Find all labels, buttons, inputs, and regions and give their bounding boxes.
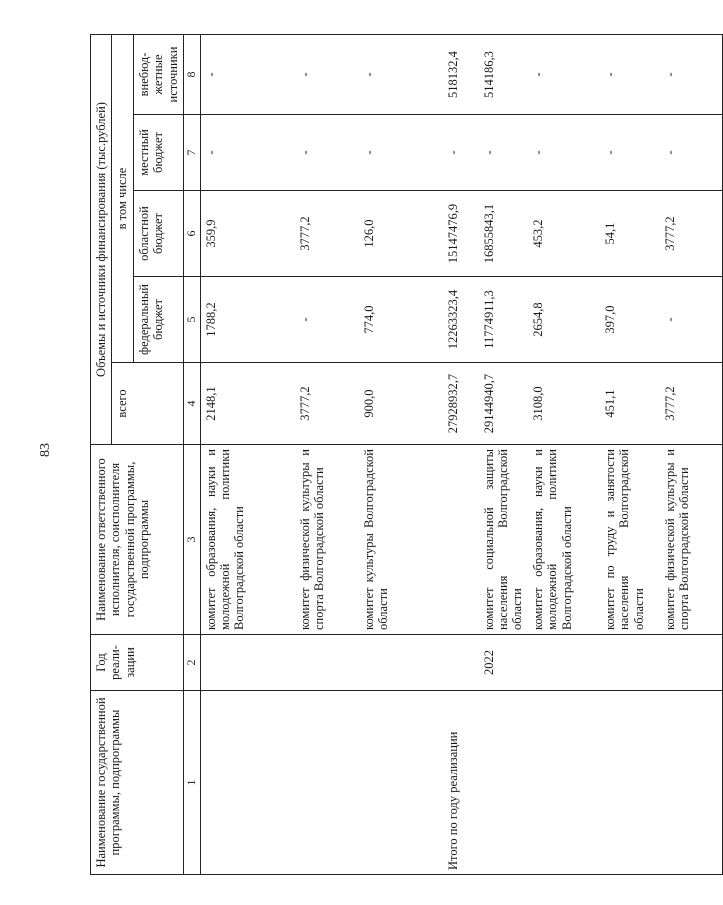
extrabudget-cell: - (600, 35, 660, 115)
responsible-cell: комитет физической культуры и спорта Волгоградской области (295, 445, 359, 635)
program-cell (660, 691, 723, 875)
column-number: 6 (183, 191, 200, 277)
table-row (295, 35, 359, 875)
federal-cell: 12263323,4 (443, 277, 479, 363)
federal-cell: - (660, 277, 723, 363)
header-funding: Объемы и источники финансирования (тыс.рублей) (91, 35, 112, 445)
header-local: местный бюджет (133, 115, 183, 191)
header-federal: федеральный бюджет (133, 277, 183, 363)
regional-cell: 3777,2 (295, 191, 359, 277)
total-cell: 900,0 (359, 363, 443, 445)
table-row (200, 35, 295, 875)
table-row (600, 35, 660, 875)
extrabudget-cell: - (295, 35, 359, 115)
responsible-cell: комитет образования, науки и молодежной политики Волгоградской области (528, 445, 600, 635)
header-year: Год реали-зации (91, 635, 184, 691)
header-regional: областной бюджет (133, 191, 183, 277)
responsible-cell: комитет культуры Волгоградской области (359, 445, 443, 635)
local-cell: - (660, 115, 723, 191)
table-row-total (443, 35, 479, 875)
local-cell: - (479, 115, 528, 191)
header-including: в том числе (112, 35, 133, 363)
federal-cell: 397,0 (600, 277, 660, 363)
column-numbers-row (183, 35, 200, 875)
local-cell: - (295, 115, 359, 191)
federal-cell: 774,0 (359, 277, 443, 363)
column-number: 2 (183, 635, 200, 691)
federal-cell: 11774911,3 (479, 277, 528, 363)
local-cell: - (443, 115, 479, 191)
extrabudget-cell: - (359, 35, 443, 115)
year-cell (528, 635, 600, 691)
rotated-page-content (90, 35, 692, 875)
year-cell (359, 635, 443, 691)
program-cell (479, 691, 528, 875)
extrabudget-cell: 518132,4 (443, 35, 479, 115)
total-cell: 3108,0 (528, 363, 600, 445)
column-number: 7 (183, 115, 200, 191)
page-number: 83 (38, 443, 53, 457)
total-cell: 3777,2 (295, 363, 359, 445)
column-number: 8 (183, 35, 200, 115)
total-cell: 27928932,7 (443, 363, 479, 445)
year-cell (295, 635, 359, 691)
year-cell: 2022 (479, 635, 528, 691)
table-row (479, 35, 528, 875)
column-number: 1 (183, 691, 200, 875)
header-program-name: Наименование государственной программы, подпрограммы (91, 691, 184, 875)
extrabudget-cell: - (528, 35, 600, 115)
extrabudget-cell: 514186,3 (479, 35, 528, 115)
column-number: 5 (183, 277, 200, 363)
column-number: 4 (183, 363, 200, 445)
responsible-cell: комитет по труду и занятости населения Волгоградской области (600, 445, 660, 635)
regional-cell: 15147476,9 (443, 191, 479, 277)
local-cell: - (528, 115, 600, 191)
program-cell (600, 691, 660, 875)
column-number: 3 (183, 445, 200, 635)
federal-cell: 2654,8 (528, 277, 600, 363)
table-row (359, 35, 443, 875)
regional-cell: 126,0 (359, 191, 443, 277)
regional-cell: 54,1 (600, 191, 660, 277)
header-responsible: Наименование ответственного исполнителя, соисполнителя государственной программы, подпрограммы (91, 445, 184, 635)
local-cell: - (600, 115, 660, 191)
year-cell (200, 635, 295, 691)
total-cell: 3777,2 (660, 363, 723, 445)
year-cell (660, 635, 723, 691)
extrabudget-cell: - (200, 35, 295, 115)
federal-cell: - (295, 277, 359, 363)
responsible-cell: комитет социальной защиты населения Волгоградской области (479, 445, 528, 635)
program-cell (359, 691, 443, 875)
regional-cell: 453,2 (528, 191, 600, 277)
responsible-cell: комитет образования, науки и молодежной политики Волгоградской области (200, 445, 295, 635)
program-cell (295, 691, 359, 875)
total-cell: 2148,1 (200, 363, 295, 445)
extrabudget-cell: - (660, 35, 723, 115)
year-cell (443, 635, 479, 691)
program-cell: Итого по году реализации (443, 691, 479, 875)
year-cell (600, 635, 660, 691)
total-cell: 29144940,7 (479, 363, 528, 445)
table-row (528, 35, 600, 875)
funding-table (90, 34, 723, 875)
local-cell: - (200, 115, 295, 191)
table-row (660, 35, 723, 875)
regional-cell: 16855843,1 (479, 191, 528, 277)
total-cell: 451,1 (600, 363, 660, 445)
federal-cell: 1788,2 (200, 277, 295, 363)
regional-cell: 359,9 (200, 191, 295, 277)
regional-cell: 3777,2 (660, 191, 723, 277)
header-extrabudget: внебюд-жетные источники (133, 35, 183, 115)
responsible-cell (443, 445, 479, 635)
program-cell (200, 691, 295, 875)
program-cell (528, 691, 600, 875)
local-cell: - (359, 115, 443, 191)
header-total: всего (112, 363, 184, 445)
responsible-cell: комитет физической культуры и спорта Волгоградской области (660, 445, 723, 635)
